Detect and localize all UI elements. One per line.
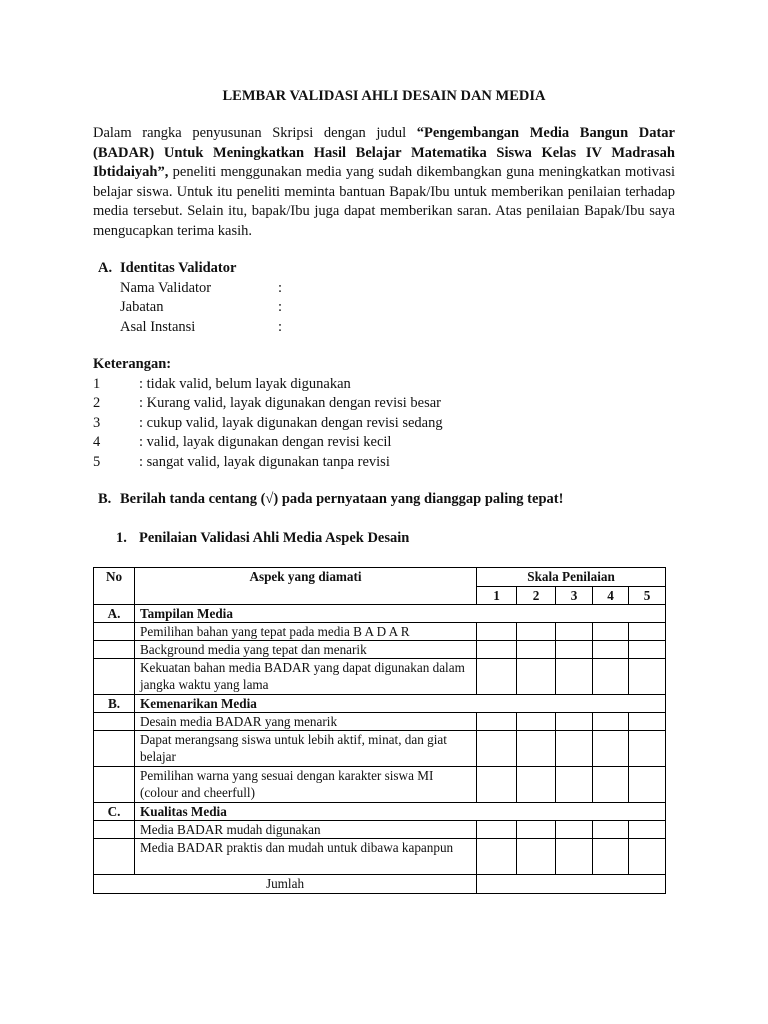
score-cell-5[interactable] [629,821,666,839]
section-b-text: Berilah tanda centang (√) pada pernyataan yang dianggap paling tepat! [120,491,564,507]
table-total-row [94,875,666,894]
legend-number: 2 [93,395,101,412]
field-colon: : [278,279,283,296]
score-cell-1[interactable] [477,821,517,839]
legend-description: : Kurang valid, layak digunakan dengan revisi besar [139,395,441,412]
score-cell-2[interactable] [517,767,556,803]
score-cell-5[interactable] [629,767,666,803]
score-cell-1[interactable] [477,713,517,731]
score-cell-1[interactable] [477,731,517,767]
scale-value-5: 5 [629,587,666,605]
no-cell [94,731,135,767]
aspect-cell: Dapat merangsang siswa untuk lebih aktif, minat, dan giat belajar [135,731,477,767]
score-cell-5[interactable] [629,659,666,695]
legend-number: 5 [93,453,101,470]
score-cell-3[interactable] [556,713,593,731]
aspect-cell: Pemilihan bahan yang tepat pada media B A D A R [135,623,477,641]
subsection-1-heading [93,529,675,549]
score-cell-3[interactable] [556,641,593,659]
legend-description: : sangat valid, layak digunakan tanpa revisi [139,453,390,470]
score-cell-1[interactable] [477,659,517,695]
header-no: No [94,568,135,605]
legend-number: 3 [93,414,101,431]
field-label: Asal Instansi [120,318,196,335]
section-identitas-validator [93,259,675,337]
legend-description: : valid, layak digunakan dengan revisi kecil [139,434,392,451]
scale-value-4: 4 [593,587,629,605]
intro-paragraph [93,124,675,242]
score-cell-5[interactable] [629,623,666,641]
score-cell-4[interactable] [593,839,629,875]
legend-item [93,433,675,453]
intro-text-end: peneliti menggunakan media yang sudah dikembangkan guna meningkatkan motivasi belajar siswa. Untuk itu peneliti meminta bantuan Bapak/Ibu untuk memberikan penilaian terhadap media tersebut. Selain itu, bapak/Ibu juga dapat memberikan saran. Atas penilaian Bapak/Ibu saya mengucapkan terima kasih. [93,164,675,239]
field-label: Nama Validator [120,279,212,296]
aspect-cell: Media BADAR praktis dan mudah untuk dibawa kapanpun [135,839,477,875]
table-row [94,713,666,731]
table-row [94,839,666,875]
score-cell-3[interactable] [556,731,593,767]
field-jabatan [93,298,675,318]
score-cell-3[interactable] [556,821,593,839]
intro-thesis-title: “Pengembangan Media Bangun Datar (BADAR) Untuk Meningkatkan Hasil Belajar Matematika Siswa Kelas IV Madrasah Ibtidaiyah”, [93,125,675,181]
field-asal-instansi [93,318,675,338]
no-cell [94,767,135,803]
no-cell [94,839,135,875]
score-cell-1[interactable] [477,767,517,803]
table-row [94,731,666,767]
score-cell-3[interactable] [556,767,593,803]
field-label: Jabatan [120,299,164,316]
section-title: Kemenarikan Media [135,695,666,713]
score-cell-4[interactable] [593,821,629,839]
field-colon: : [278,318,283,335]
no-cell [94,659,135,695]
score-cell-2[interactable] [517,659,556,695]
legend-item [93,414,675,434]
total-value-cell[interactable] [477,875,666,894]
section-title: Tampilan Media [135,605,666,623]
score-cell-1[interactable] [477,641,517,659]
header-scale: Skala Penilaian [477,568,666,587]
field-nama-validator [93,279,675,299]
score-cell-2[interactable] [517,821,556,839]
section-number: C. [94,803,135,821]
legend-item [93,453,675,473]
score-cell-4[interactable] [593,659,629,695]
score-cell-2[interactable] [517,839,556,875]
score-cell-2[interactable] [517,713,556,731]
score-cell-3[interactable] [556,659,593,695]
score-cell-1[interactable] [477,623,517,641]
table-section-row [94,803,666,821]
score-cell-2[interactable] [517,623,556,641]
score-cell-4[interactable] [593,731,629,767]
document-title: LEMBAR VALIDASI AHLI DESAIN DAN MEDIA [222,88,546,104]
scale-value-3: 3 [556,587,593,605]
keterangan-legend [93,355,675,473]
section-b-instruction [93,490,693,510]
score-cell-4[interactable] [593,713,629,731]
table-section-row [94,695,666,713]
score-cell-3[interactable] [556,839,593,875]
legend-item [93,394,675,414]
section-a-heading: Identitas Validator [120,260,237,276]
table-row [94,641,666,659]
aspect-cell: Media BADAR mudah digunakan [135,821,477,839]
legend-number: 1 [93,375,101,392]
legend-item [93,375,675,395]
keterangan-heading: Keterangan: [93,356,172,372]
section-b-marker: B. [98,491,112,507]
field-colon: : [278,299,283,316]
scale-value-1: 1 [477,587,517,605]
score-cell-5[interactable] [629,641,666,659]
score-cell-2[interactable] [517,641,556,659]
legend-description: : tidak valid, belum layak digunakan [139,375,351,392]
subsection-1-text: Penilaian Validasi Ahli Media Aspek Desain [139,530,410,546]
table-row [94,659,666,695]
score-cell-4[interactable] [593,767,629,803]
aspect-cell: Desain media BADAR yang menarik [135,713,477,731]
table-section-row [94,605,666,623]
no-cell [94,641,135,659]
score-cell-5[interactable] [629,713,666,731]
aspect-cell: Pemilihan warna yang sesuai dengan karakter siswa MI (colour and cheerfull) [135,767,477,803]
no-cell [94,713,135,731]
score-cell-4[interactable] [593,641,629,659]
legend-number: 4 [93,434,101,451]
intro-text-start: Dalam rangka penyusunan Skripsi dengan judul [93,125,417,141]
subsection-1-marker: 1. [116,530,127,546]
total-label: Jumlah [94,875,477,894]
legend-description: : cukup valid, layak digunakan dengan revisi sedang [139,414,443,431]
score-cell-3[interactable] [556,623,593,641]
section-number: B. [94,695,135,713]
scale-value-2: 2 [517,587,556,605]
score-cell-5[interactable] [629,839,666,875]
score-cell-2[interactable] [517,731,556,767]
section-title: Kualitas Media [135,803,666,821]
no-cell [94,623,135,641]
score-cell-5[interactable] [629,731,666,767]
table-row [94,767,666,803]
table-row [94,623,666,641]
section-a-marker: A. [98,260,113,276]
header-aspect: Aspek yang diamati [135,568,477,605]
table-row [94,821,666,839]
section-number: A. [94,605,135,623]
no-cell [94,821,135,839]
score-cell-1[interactable] [477,839,517,875]
score-cell-4[interactable] [593,623,629,641]
aspect-cell: Kekuatan bahan media BADAR yang dapat digunakan dalam jangka waktu yang lama [135,659,477,695]
validation-table [93,567,666,894]
aspect-cell: Background media yang tepat dan menarik [135,641,477,659]
